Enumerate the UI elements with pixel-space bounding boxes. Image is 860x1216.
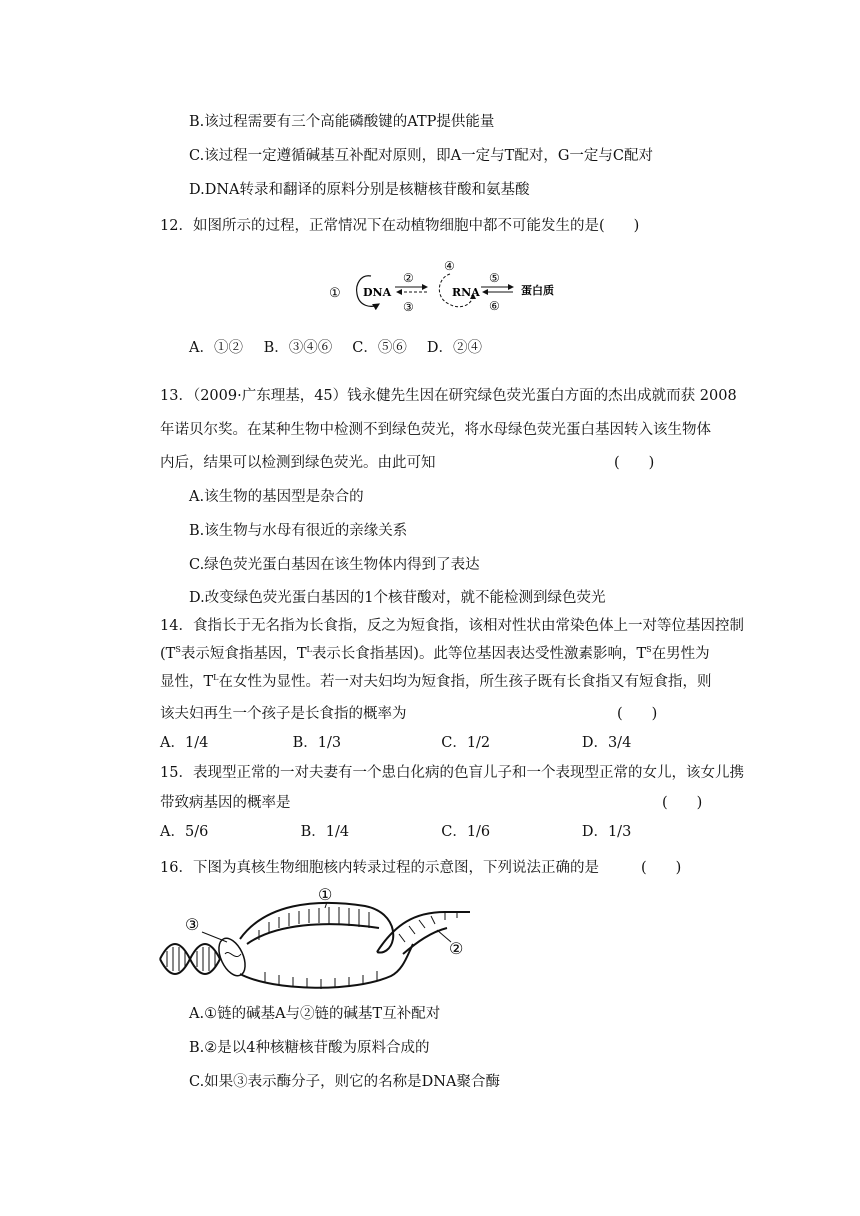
q13-option-c: C.绿色荧光蛋白基因在该生物体内得到了表达 — [189, 557, 480, 573]
q15-options — [160, 822, 631, 842]
q14-line-1: 14．食指长于无名指为长食指，反之为短食指，该相对性状由常染色体上一对等位基因控制 — [160, 618, 744, 634]
q13-option-a: A.该生物的基因型是杂合的 — [189, 489, 364, 505]
q15-line-1: 15．表现型正常的一对夫妻有一个患白化病的色盲儿子和一个表现型正常的女儿，该女儿携 — [160, 765, 744, 781]
q12-options — [189, 338, 482, 358]
q14-sup-l1: L — [306, 645, 312, 655]
q16-option-b: B.②是以4种核糖核苷酸为原料合成的 — [189, 1040, 430, 1056]
q14-line-3-a: 显性，T — [160, 674, 214, 690]
q12-option-a: A．①② — [189, 340, 243, 356]
q13-option-d: D.改变绿色荧光蛋白基因的1个核苷酸对，就不能检测到绿色荧光 — [189, 590, 606, 606]
q13-line-2: 年诺贝尔奖。在某种生物中检测不到绿色荧光，将水母绿色荧光蛋白基因转入该生物体 — [160, 422, 711, 438]
q15-option-c: C．1/6 — [441, 824, 491, 840]
q14-answer-paren: ( ) — [617, 706, 658, 722]
q16-transcription-figure — [155, 884, 485, 996]
q14-line-3 — [160, 672, 711, 692]
q14-sup-l2: L — [213, 673, 219, 683]
q16-stem: 16．下图为真核生物细胞核内转录过程的示意图，下列说法正确的是 — [160, 860, 599, 876]
q11-option-d: D.DNA转录和翻译的原料分别是核糖核苷酸和氨基酸 — [189, 182, 530, 198]
q12-label-protein: 蛋白质 — [521, 284, 554, 297]
q14-line-4: 该夫妇再生一个孩子是长食指的概率为 — [160, 706, 407, 722]
q12-label-1: ① — [329, 286, 341, 301]
q16-label-1: ① — [318, 885, 333, 904]
q14-line-2-a: (T — [160, 646, 176, 662]
q14-line-2-b: 表示短食指基因，T — [180, 646, 307, 662]
q12-stem: 12．如图所示的过程，正常情况下在动植物细胞中都不可能发生的是( ) — [160, 218, 640, 234]
q12-option-b: B．③④⑥ — [263, 340, 333, 356]
q14-option-a: A．1/4 — [160, 735, 209, 751]
q12-label-4: ④ — [444, 259, 455, 273]
q14-sup-s2: S — [646, 645, 652, 655]
q13-line-3: 内后，结果可以检测到绿色荧光。由此可知 — [160, 455, 436, 471]
q14-option-d: D．3/4 — [581, 735, 632, 751]
q12-label-5: ⑤ — [489, 271, 500, 285]
q16-label-3: ③ — [185, 915, 200, 934]
q12-figure — [325, 254, 565, 316]
q14-option-b: B．1/3 — [292, 735, 342, 751]
q11-option-c: C.该过程一定遵循碱基互补配对原则，即A一定与T配对，G一定与C配对 — [189, 148, 654, 164]
q15-line-2: 带致病基因的概率是 — [160, 795, 291, 811]
q13-option-b: B.该生物与水母有很近的亲缘关系 — [189, 523, 408, 539]
q13-answer-paren: ( ) — [614, 455, 655, 471]
q11-option-b: B.该过程需要有三个高能磷酸键的ATP提供能量 — [189, 114, 495, 130]
q12-label-dna: DNA — [363, 286, 392, 299]
q12-option-c: C．⑤⑥ — [352, 340, 407, 356]
q12-label-3: ③ — [403, 300, 414, 314]
q15-option-d: D．1/3 — [581, 824, 632, 840]
q16-answer-paren: ( ) — [641, 860, 682, 876]
q14-line-2 — [160, 644, 710, 664]
q14-options — [160, 733, 631, 753]
q15-option-a: A．5/6 — [160, 824, 209, 840]
q16-option-a: A.①链的碱基A与②链的碱基T互补配对 — [189, 1006, 441, 1022]
q12-label-2: ② — [403, 271, 414, 285]
q16-label-2: ② — [449, 939, 464, 958]
q13-line-1: 13．（2009·广东理基，45）钱永健先生因在研究绿色荧光蛋白方面的杰出成就而获 2008 — [160, 388, 737, 404]
q16-option-c: C.如果③表示酶分子，则它的名称是DNA聚合酶 — [189, 1074, 500, 1090]
q14-line-2-c: 表示长食指基因)。此等位基因表达受性激素影响，T — [311, 646, 647, 662]
q14-line-2-d: 在男性为 — [651, 646, 710, 662]
q15-option-b: B．1/4 — [300, 824, 350, 840]
q14-option-c: C．1/2 — [441, 735, 491, 751]
q12-label-rna: RNA — [452, 286, 480, 299]
q14-sup-s1: S — [175, 645, 181, 655]
q14-line-3-b: 在女性为显性。若一对夫妇均为短食指，所生孩子既有长食指又有短食指，则 — [218, 674, 712, 690]
q12-label-6: ⑥ — [489, 299, 500, 313]
q15-answer-paren: ( ) — [662, 795, 703, 811]
q12-option-d: D．②④ — [426, 340, 482, 356]
